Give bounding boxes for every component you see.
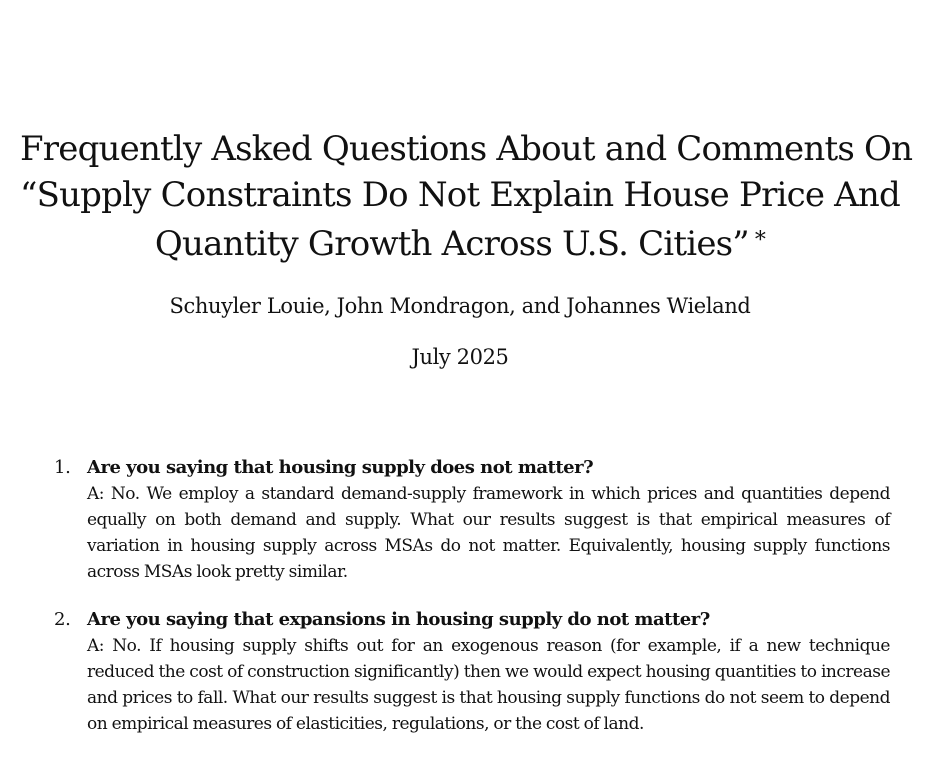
faq-item — [54, 455, 890, 585]
publication-date: July 2025 — [411, 345, 509, 369]
title-line-3-text: Quantity Growth Across U.S. Cities” — [154, 224, 749, 264]
faq-answer: A: No. If housing supply shifts out for an exogenous reason (for example, if a new technique reduced the cost of construction significantly) then we would expect housing quantities to increase and prices to fall. What our results suggest is that housing supply functions do not seem to depend on empirical measures of elasticities, regulations, or the cost of land. — [87, 636, 890, 734]
faq-list — [54, 455, 890, 759]
faq-answer: A: No. We employ a standard demand-supply framework in which prices and quantities depend equally on both demand and supply. What our results suggest is that empirical measures of variation in housing supply across MSAs do not matter. Equivalently, housing supply functions across MSAs look pretty similar. — [87, 484, 890, 582]
faq-number: 2. — [54, 609, 71, 630]
faq-item — [54, 607, 890, 737]
faq-question: Are you saying that housing supply does not matter? — [87, 457, 594, 478]
author-list: Schuyler Louie, John Mondragon, and Johannes Wieland — [169, 294, 751, 318]
faq-number: 1. — [54, 457, 71, 478]
title-line-1: Frequently Asked Questions About and Comments On — [20, 129, 913, 169]
title-footnote-mark: * — [754, 228, 766, 253]
title-line-2: “Supply Constraints Do Not Explain House Price And — [20, 175, 900, 215]
faq-question: Are you saying that expansions in housing supply do not matter? — [87, 609, 710, 630]
title-line-3 — [20, 218, 900, 267]
paper-title — [20, 126, 913, 267]
